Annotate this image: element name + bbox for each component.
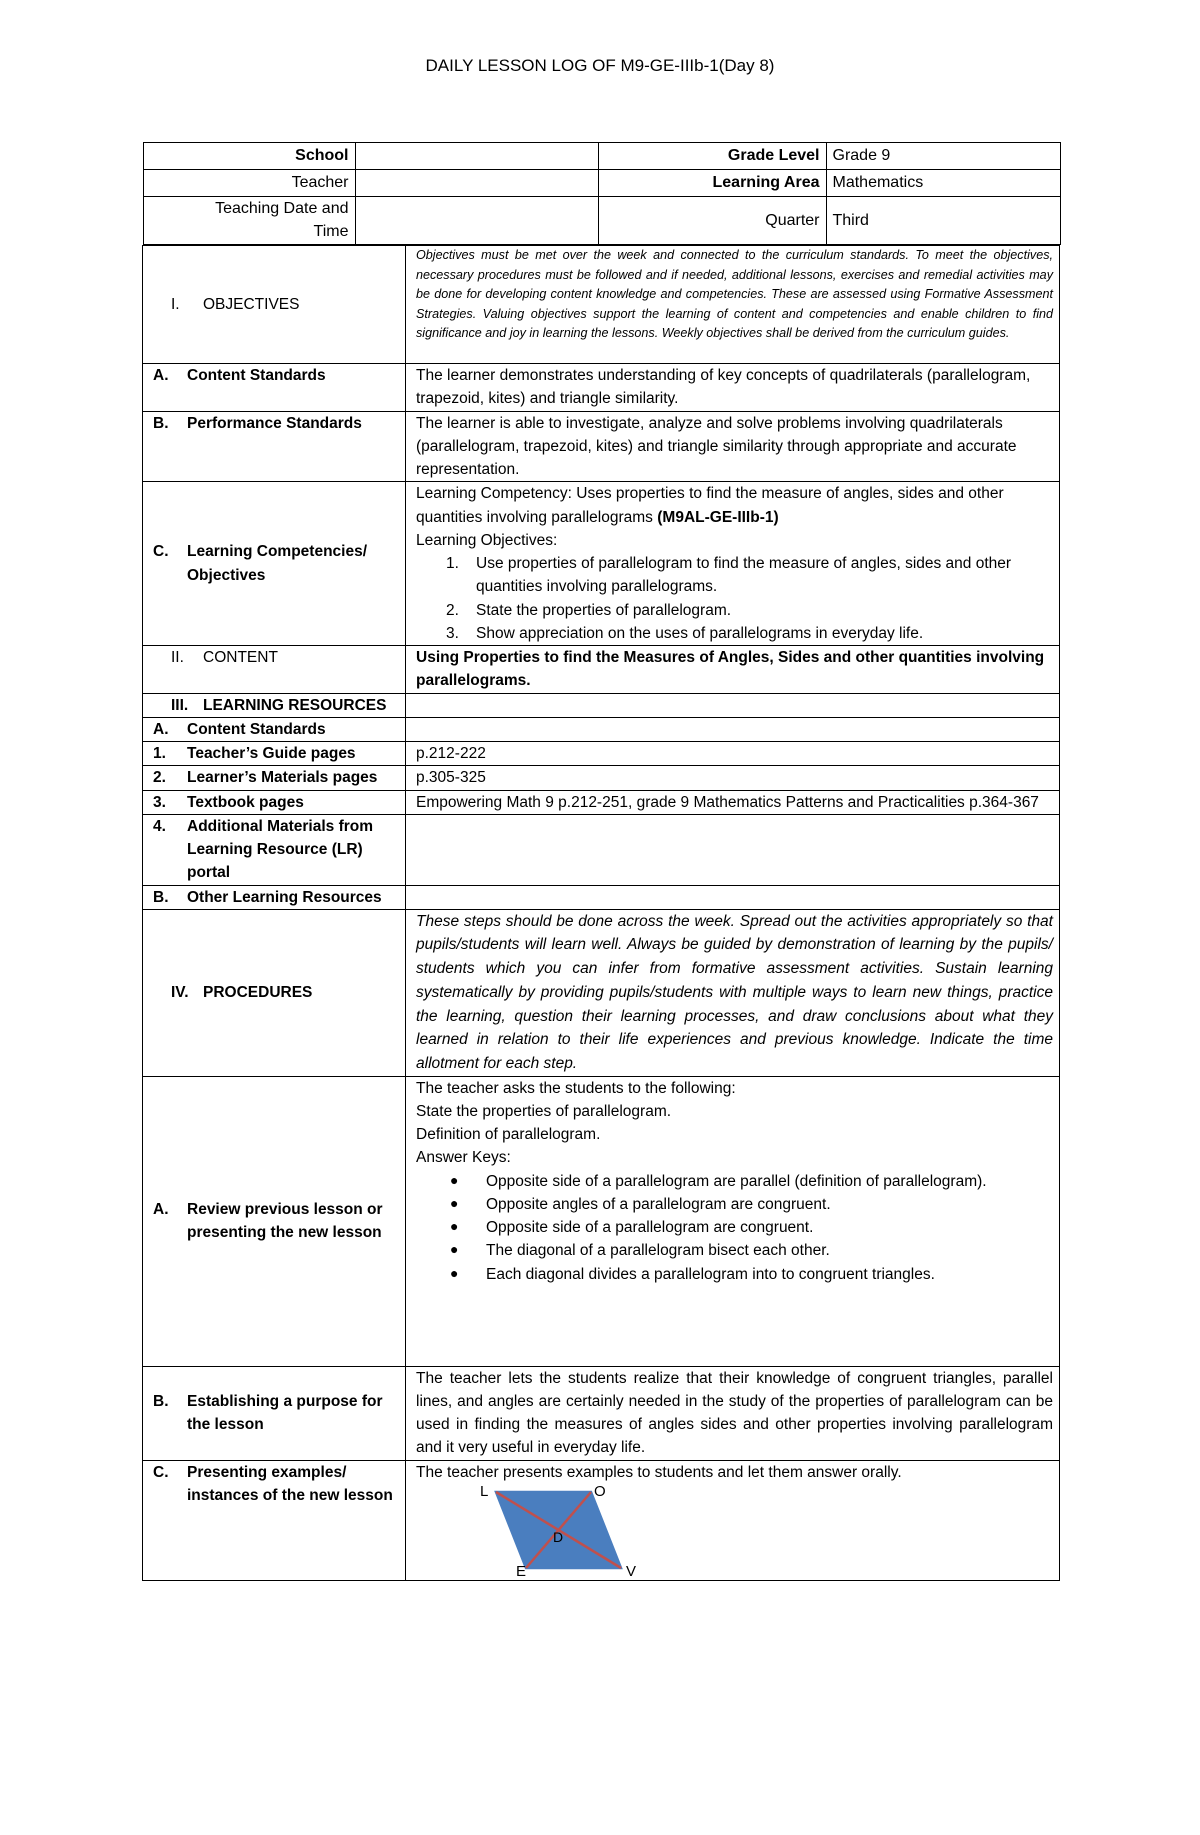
teacher-label: Teacher [143,170,355,197]
competency-statement [416,482,1053,529]
document-title: DAILY LESSON LOG OF M9-GE-IIIb-1(Day 8) [425,56,775,75]
teaching-date-label: Teaching Date and Time [143,197,355,245]
competency-text: Learning Competency: Uses properties to find the measure of angles, sides and other quantities involving parallelograms [416,485,1004,526]
other-resources-row [143,885,1060,909]
examples-cell [406,1460,1060,1580]
vertex-label-o: O [594,1483,606,1500]
resources-content-standards-row [143,717,1060,741]
list-item: ● Each diagonal divides a parallelogram into to congruent triangles. [416,1263,1053,1286]
quarter-value[interactable]: Third [826,197,1060,245]
additional-materials-label-cell: 4. Additional Materials from Learning Resource (LR) portal [143,814,406,885]
additional-materials-label: Additional Materials from Learning Resource (LR) portal [187,817,374,882]
list-item: ● Opposite side of a parallelogram are congruent. [416,1216,1053,1239]
bullet-icon: ● [450,1218,459,1235]
bullet-icon: ● [450,1171,459,1188]
list-item: 2. State the properties of parallelogram. [446,601,732,619]
list-item: ● The diagonal of a parallelogram bisect each other. [416,1239,1053,1262]
procedures-row [143,909,1060,1076]
other-resources-label: Other Learning Resources [187,888,382,906]
additional-materials-value [406,814,1060,885]
school-label: School [143,143,355,170]
parallelogram-figure [416,1484,1056,1580]
procedures-label-cell [143,909,406,1076]
content-label: CONTENT [203,649,278,666]
competencies-row [143,482,1060,646]
teachers-guide-value: p.212-222 [406,742,1060,766]
teachers-guide-row [143,742,1060,766]
learners-materials-label: Learner’s Materials pages [187,769,378,787]
additional-materials-row [143,814,1060,885]
list-item: ● Opposite angles of a parallelogram are congruent. [416,1193,1053,1216]
examples-text: The teacher presents examples to students and let them answer orally. [416,1463,902,1481]
learning-objectives-list [416,552,1053,645]
review-line: Answer Keys: [416,1149,511,1167]
list-item: 1. Use properties of parallelogram to find the measure of angles, sides and other quantities involving parallelograms. [446,555,1012,596]
other-resources-label-cell: B. Other Learning Resources [143,885,406,909]
content-standards-label-cell [143,364,406,412]
performance-standards-text: The learner is able to investigate, analyze and solve problems involving quadrilaterals (parallelogram, trapezoid, kites) and triangle similarity through appropriate and accurate representation. [406,411,1060,482]
textbook-label: Textbook pages [187,793,304,811]
header-table [143,142,1061,245]
competencies-label: Learning Competencies/ Objectives [187,543,368,584]
review-cell [406,1076,1060,1366]
learners-materials-value: p.305-325 [406,766,1060,790]
content-standards-label: Content Standards [187,367,326,384]
review-line: Definition of parallelogram. [416,1126,601,1144]
textbook-label-cell: 3. Textbook pages [143,790,406,814]
content-num: II. [171,649,184,666]
parallelogram-diagram [416,1484,1053,1580]
performance-standards-num: B. [153,414,169,432]
learning-area-label: Learning Area [598,170,826,197]
bullet-icon: ● [450,1194,459,1211]
content-standards-num: A. [153,367,169,384]
review-line: The teacher asks the students to the following: [416,1079,736,1097]
competencies-label-cell [143,482,406,646]
grade-level-label: Grade Level [598,143,826,170]
review-row [143,1076,1060,1366]
header-block [143,142,1060,246]
teacher-value[interactable] [355,170,598,197]
procedures-label: PROCEDURES [203,984,313,1002]
bullet-icon: ● [450,1241,459,1258]
performance-standards-label: Performance Standards [187,414,362,432]
purpose-label-cell: B. Establishing a purpose for the lesson [143,1366,406,1460]
review-label: Review previous lesson or presenting the new lesson [187,1200,383,1242]
teachers-guide-label: Teacher’s Guide pages [187,745,356,762]
competency-code: (M9AL-GE-IIIb-1) [657,508,779,526]
purpose-text: The teacher lets the students realize that their knowledge of congruent triangles, parallel lines, and angles are certainly needed in the study of the properties of parallelogram can be used in finding the measures of angles sides and other properties involving parallelogram and it very useful in everyday life. [406,1366,1060,1460]
resources-content-standards-value [406,717,1060,741]
procedures-text: These steps should be done across the week. Spread out the activities appropriately so that pupils/students will learn well. Always be guided by demonstration of learning by the pupils/ students which you can infer from formative assessment activities. Sustain learning systematically by providing pupils/students with multiple ways to learn new things, practice the learning, question their learning processes, and draw conclusions about what they learned in relation to their life experiences and previous knowledge. Indicate the time allotment for each step. [406,909,1060,1076]
learning-resources-value [406,693,1060,717]
answer-keys-list [416,1170,1053,1286]
review-line: State the properties of parallelogram. [416,1102,672,1120]
learners-materials-label-cell: 2. Learner’s Materials pages [143,766,406,790]
examples-label: Presenting examples/ instances of the new lesson [187,1463,393,1504]
examples-row [143,1460,1060,1580]
objectives-label: OBJECTIVES [203,295,300,313]
learning-resources-label-cell [143,693,406,717]
lesson-log-table [142,142,1060,1581]
resources-content-standards-label-cell: A. Content Standards [143,717,406,741]
objectives-text: Objectives must be met over the week and connected to the curriculum standards. To meet the objectives, necessary procedures must be followed and if needed, additional lessons, exercises and remedial activities may be done for developing content knowledge and competencies. These are assessed using Formative Assessment Strategies. Valuing objectives support the learning of content and competencies and enable children to find significance and joy in learning the lessons. Weekly objectives shall be derived from the curriculum guides. [406,246,1060,364]
quarter-label: Quarter [598,197,826,245]
center-label-d: D [553,1528,564,1545]
vertex-label-l: L [480,1483,489,1500]
learners-materials-row [143,766,1060,790]
textbook-value: Empowering Math 9 p.212-251, grade 9 Mathematics Patterns and Practicalities p.364-367 [406,790,1060,814]
learning-resources-label: LEARNING RESOURCES [203,696,387,714]
examples-label-cell: C. Presenting examples/ instances of the new lesson [143,1460,406,1580]
teachers-guide-label-cell: 1. Teacher’s Guide pages [143,742,406,766]
competencies-cell [406,482,1060,646]
resources-content-standards-label: Content Standards [187,720,326,738]
purpose-row [143,1366,1060,1460]
learning-resources-num: III. [171,696,189,714]
learning-objectives-heading: Learning Objectives: [416,531,558,549]
header-date-row [143,197,1060,245]
header-school-row [143,143,1060,170]
vertex-label-e: E [516,1562,527,1580]
content-row [143,646,1060,694]
learning-resources-row [143,693,1060,717]
objectives-row [143,246,1060,364]
vertex-label-v: V [626,1562,637,1580]
content-label-cell [143,646,406,694]
list-item: ● Opposite side of a parallelogram are parallel (definition of parallelogram). [416,1170,1053,1193]
objectives-label-cell [143,246,406,364]
learning-area-value[interactable]: Mathematics [826,170,1060,197]
teaching-date-value[interactable] [355,197,598,245]
performance-standards-row [143,411,1060,482]
objectives-num: I. [171,295,180,313]
grade-level-value[interactable]: Grade 9 [826,143,1060,170]
other-resources-value [406,885,1060,909]
textbook-row [143,790,1060,814]
bullet-icon: ● [450,1264,459,1281]
content-text: Using Properties to find the Measures of Angles, Sides and other quantities involving parallelograms. [406,646,1060,694]
content-standards-text: The learner demonstrates understanding of key concepts of quadrilaterals (parallelogram, trapezoid, kites) and triangle similarity. [406,364,1060,412]
list-item: 3. Show appreciation on the uses of parallelograms in everyday life. [446,624,924,642]
performance-standards-label-cell [143,411,406,482]
review-label-cell: A. Review previous lesson or presenting the new lesson [143,1076,406,1366]
header-row [143,142,1060,246]
competencies-num: C. [153,543,169,561]
content-standards-row [143,364,1060,412]
procedures-num: IV. [171,984,189,1002]
purpose-label: Establishing a purpose for the lesson [187,1392,383,1434]
header-teacher-row [143,170,1060,197]
school-value[interactable] [355,143,598,170]
